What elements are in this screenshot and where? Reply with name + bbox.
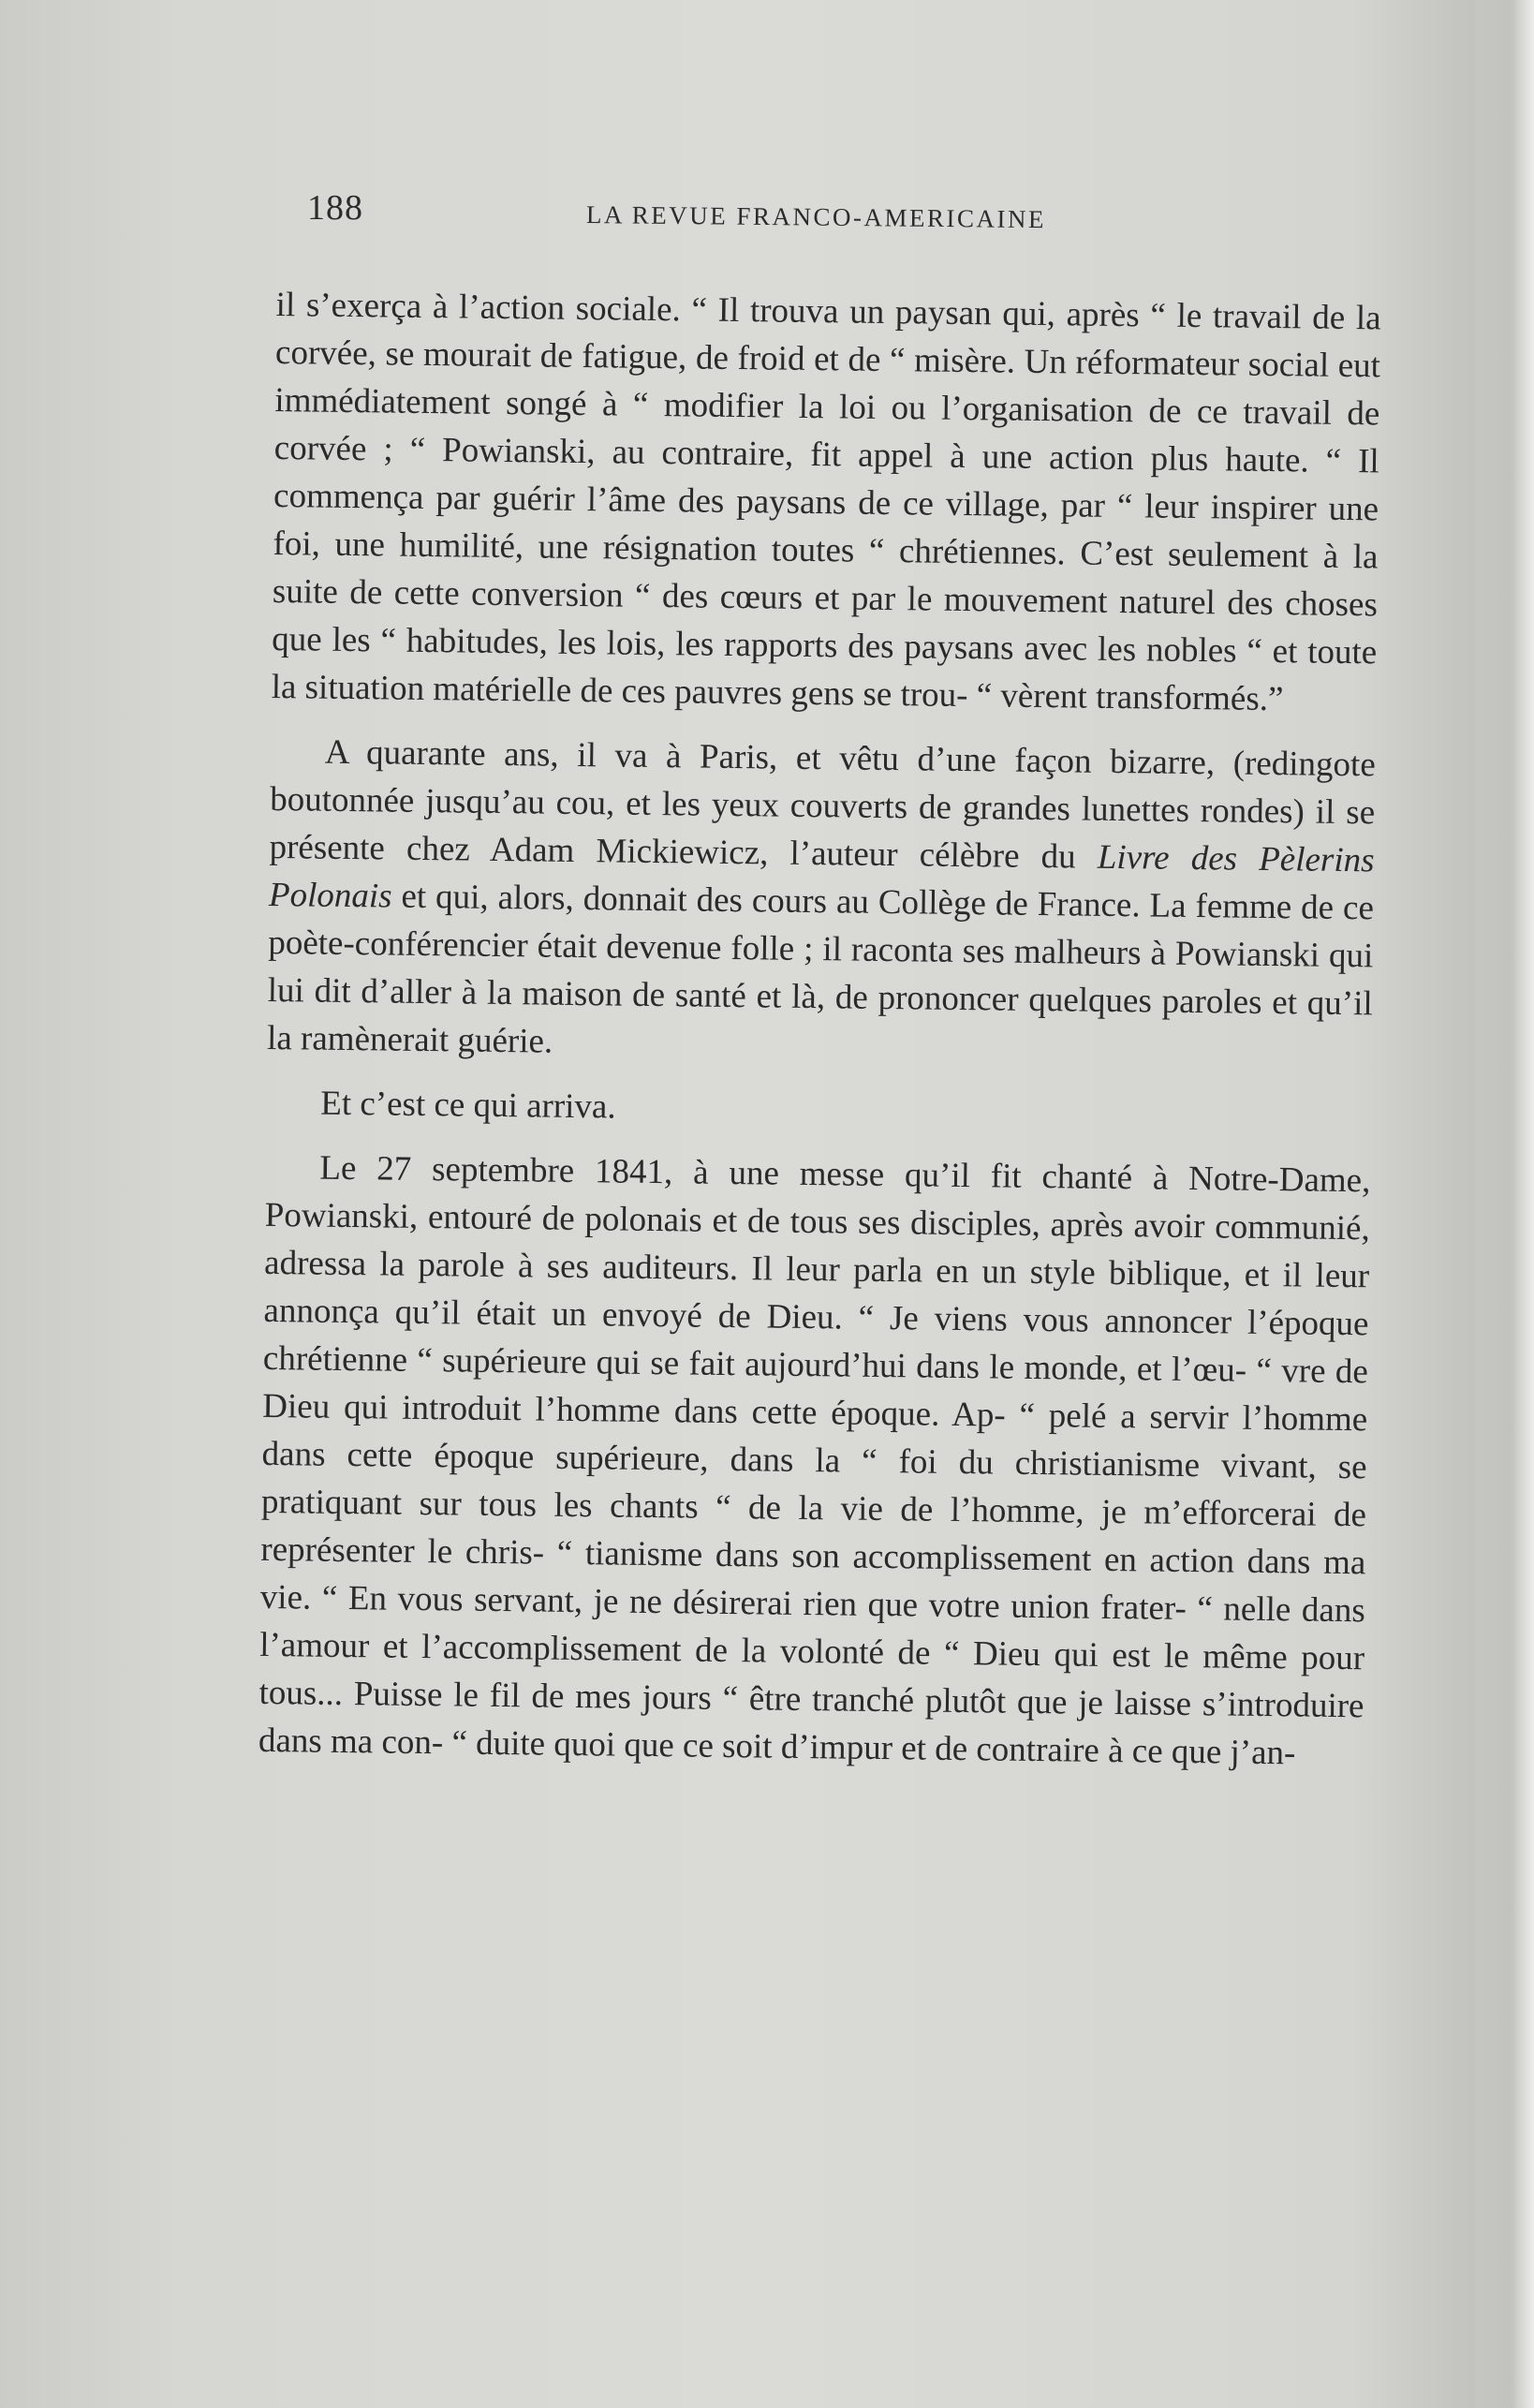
paragraph-4: Le 27 septembre 1841, à une messe qu’il fit chanté à Notre-Dame, Powianski, entouré de polonais et de tous ses disciples, après avoir communié, adressa la parole à ses auditeurs. Il leur parla en un style biblique, et il leur annonça qu’il était un envoyé de Dieu. “ Je viens vous annoncer l’époque chrétienne “ supérieure qui se fait aujourd’hui dans le monde, et l’œu- “ vre de Dieu qui introduit l’homme dans cette époque. Ap- “ pelé a servir l’homme dans cette époque supérieure, dans la “ foi du christianisme vivant, se pratiquant sur tous les chants “ de la vie de l’homme, je m’efforcerai de représenter le chris- “ tianisme dans son accomplissement en action dans ma vie. “ En vous servant, je ne désirerai rien que votre union frater- “ nelle dans l’amour et l’accomplissement de la volonté de “ Dieu qui est le même pour tous... Puisse le fil de mes jours “ être tranché plutôt que je laisse s’introduire dans ma con- “ duite quoi que ce soit d’impur et de contraire à ce que j’an-: [258, 1148, 1371, 1773]
paragraph-2-text-start: A quarante ans, il va à Paris, et vêtu d’une façon bizarre, (redingote boutonnée jusqu’au cou, et les yeux couverts de grandes lunettes rondes) il se présente chez Adam Mickiewicz, l’auteur célèbre du: [269, 732, 1377, 877]
paragraph-3: Et c’est ce qui arriva.: [320, 1084, 616, 1127]
page-number: 188: [307, 188, 363, 228]
page-edge-shadow: [1478, 0, 1534, 2408]
paragraph-2: [267, 728, 1376, 1075]
body-text: [258, 281, 1381, 1778]
running-title: LA REVUE FRANCO-AMERICAINE: [585, 200, 1047, 234]
paragraph-1: il s’exerça à l’action sociale. “ Il trouva un paysan qui, après “ le travail de la corvée, se mourait de fatigue, de froid et de “ misère. Un réformateur social eut immédiatement songé à “ modifier la loi ou l’organisation de ce travail de corvée ; “ Powianski, au contraire, fit appel à une action plus haute. “ Il commença par guérir l’âme des paysans de ce village, par “ leur inspirer une foi, une humilité, une résignation toutes “ chrétiennes. C’est seulement à la suite de cette conversion “ des cœurs et par le mouvement naturel des choses que les “ habitudes, les lois, les rapports des paysans avec les nobles “ et toute la situation matérielle de ces pauvres gens se trou- “ vèrent transformés.”: [271, 285, 1381, 719]
page-header: [307, 187, 1412, 244]
paragraph-2-text-end: et qui, alors, donnait des cours au Collège de France. La femme de ce poète-conférencier était devenue folle ; il raconta ses malheurs à Powianski qui lui dit d’aller à la maison de santé et là, de prononcer quelques paroles et qu’il la ramènerait guérie.: [266, 877, 1375, 1061]
book-title-italic: Livre des Pèlerins Polonais: [268, 837, 1375, 916]
